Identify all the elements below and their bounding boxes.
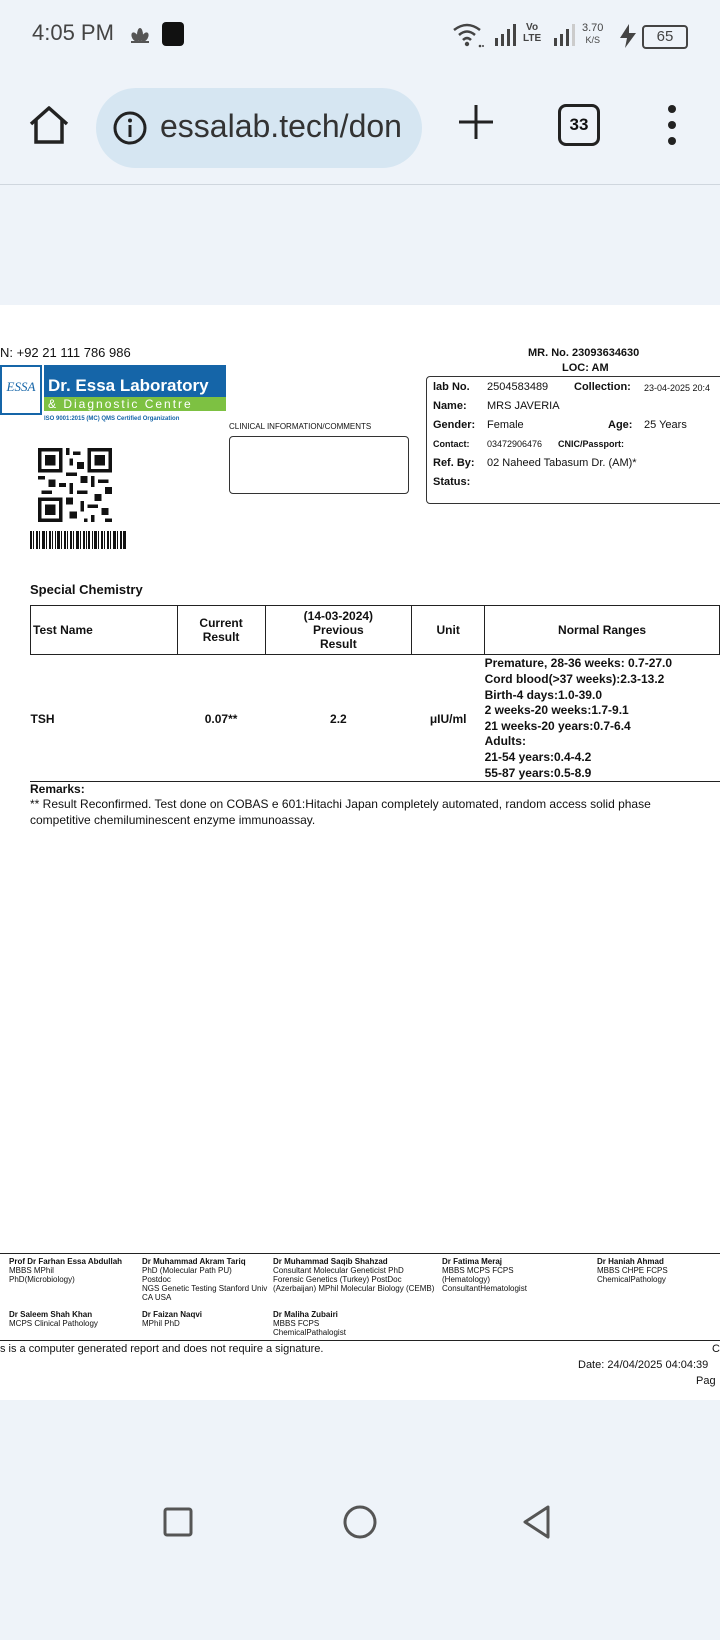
range-line: 21 weeks-20 years:0.7-6.4	[484, 718, 631, 733]
lotus-icon	[128, 22, 152, 46]
doctor-signature-block: Dr Fatima Meraj MBBS MCPS FCPS (Hematology) ConsultantHematologist	[442, 1257, 527, 1293]
patient-contact: 03472906476	[487, 439, 543, 449]
qr-code	[38, 448, 112, 522]
range-line: 2 weeks-20 weeks:1.7-9.1	[484, 703, 629, 718]
footer-rule	[0, 1340, 720, 1341]
logo-badge: ESSA	[0, 365, 42, 415]
results-table	[30, 605, 720, 783]
range-line: Cord blood(>37 weeks):2.3-13.2	[484, 671, 665, 686]
doctor-signature-block: Dr Haniah Ahmad MBBS CHPE FCPS ChemicalPathology	[597, 1257, 668, 1284]
overflow-menu-icon[interactable]	[662, 102, 682, 148]
patient-age: 25 Years	[644, 419, 687, 431]
patient-info-box: lab No. 2504583489 Collection: 23-04-2025 20:4 Name: MRS JAVERIA Gender: Female Age: 25 Years Contact: 03472906476 CNIC/Passport: Ref. By: 02 Naheed Tabasum Dr. (AM)* Status:	[426, 376, 720, 504]
site-info-icon[interactable]	[112, 110, 148, 146]
disclaimer: s is a computer generated report and does not require a signature.	[0, 1343, 324, 1355]
header-current-result: Current Result	[177, 606, 265, 655]
header-previous-result: (14-03-2024) Previous Result	[265, 606, 412, 655]
page-background-band	[0, 185, 720, 305]
header-normal-ranges: Normal Ranges	[485, 606, 720, 655]
back-icon[interactable]	[520, 1504, 554, 1540]
battery-indicator: 65	[642, 25, 688, 49]
referred-by: 02 Naheed Tabasum Dr. (AM)*	[487, 457, 637, 469]
location: LOC: AM	[562, 362, 609, 374]
footer-rule	[0, 1253, 720, 1254]
new-tab-icon[interactable]	[456, 102, 496, 142]
patient-name: MRS JAVERIA	[487, 400, 560, 412]
remarks-text: ** Result Reconfirmed. Test done on COBAS e 601:Hitachi Japan completely automated, random access solid phase	[30, 797, 651, 811]
app-notification-icon	[162, 22, 184, 46]
doctor-signature-block: Dr Muhammad Saqib Shahzad Consultant Molecular Geneticist PhD Forensic Genetics (Turkey) PostDoc (Azerbaijan) MPhil Molecular Biology (CEMB)	[273, 1257, 435, 1293]
doctor-signature-block: Prof Dr Farhan Essa Abdullah MBBS MPhil PhD(Microbiology)	[9, 1257, 123, 1284]
mr-number: MR. No. 23093634630	[528, 347, 640, 359]
net-speed: 3.70 K/S	[582, 22, 604, 45]
collection-date: 23-04-2025 20:4	[644, 383, 711, 393]
doctor-signature-block: Dr Saleem Shah Khan MCPS Clinical Pathology	[9, 1310, 98, 1328]
status-time: 4:05 PM	[32, 20, 114, 45]
barcode	[30, 531, 126, 549]
page-number: Pag	[696, 1375, 716, 1387]
table-header-row	[31, 606, 720, 655]
clinical-info-box	[229, 436, 409, 494]
range-line: 55-87 years:0.5-8.9	[484, 765, 592, 780]
footer-fragment: C	[712, 1343, 720, 1355]
clinical-info-label: CLINICAL INFORMATION/COMMENTS	[229, 422, 372, 431]
address-bar[interactable]	[96, 88, 422, 168]
range-line: Birth-4 days:1.0-39.0	[484, 687, 602, 702]
patient-gender: Female	[487, 419, 524, 431]
unit-cell: μIU/ml	[429, 711, 467, 726]
test-name-cell: TSH	[30, 711, 55, 726]
lab-report-page[interactable]	[0, 305, 720, 1400]
remarks-label: Remarks:	[30, 782, 85, 796]
browser-toolbar	[0, 72, 720, 185]
system-nav-bar	[0, 1400, 720, 1640]
signal-icon-2	[552, 24, 576, 46]
signal-icon-1	[493, 24, 517, 46]
previous-result-cell: 2.2	[330, 711, 347, 726]
logo-subtitle: & Diagnostic Centre	[48, 397, 193, 411]
lab-number: 2504583489	[487, 381, 549, 393]
range-line: Premature, 28-36 weeks: 0.7-27.0	[484, 656, 673, 671]
iso-cert: ISO 9001:2015 (MC) QMS Certified Organization	[44, 416, 180, 422]
recents-icon[interactable]	[162, 1506, 194, 1538]
url-text: essalab.tech/don	[160, 108, 402, 144]
status-bar	[0, 0, 720, 72]
doctor-signature-block: Dr Faizan Naqvi MPhil PhD	[142, 1310, 203, 1328]
table-bottom-rule	[30, 781, 720, 782]
report-date: Date: 24/04/2025 04:04:39	[578, 1359, 709, 1371]
home-icon[interactable]	[26, 102, 72, 148]
tab-switcher-button[interactable]: 33	[558, 104, 600, 146]
volte-indicator: Vo LTE	[523, 22, 542, 44]
header-unit: Unit	[412, 606, 485, 655]
table-row	[31, 655, 720, 783]
range-line: 21-54 years:0.4-4.2	[484, 749, 592, 764]
charging-bolt-icon	[618, 24, 638, 48]
remarks-text: competitive chemiluminescent enzyme immunoassay.	[30, 813, 316, 827]
current-result-cell: 0.07**	[204, 711, 238, 726]
home-nav-icon[interactable]	[342, 1504, 378, 1540]
doctor-signature-block: Dr Muhammad Akram Tariq PhD (Molecular Path PU) Postdoc NGS Genetic Testing Stanford Univ CA USA	[142, 1257, 268, 1302]
logo-title: Dr. Essa Laboratory	[48, 376, 209, 395]
normal-ranges-cell	[485, 655, 720, 783]
section-title: Special Chemistry	[30, 582, 143, 597]
uan-phone: N: +92 21 111 786 986	[0, 345, 131, 360]
range-line: Adults:	[484, 734, 526, 749]
header-test-name: Test Name	[31, 606, 178, 655]
wifi-icon	[452, 22, 484, 48]
doctor-signature-block: Dr Maliha Zubairi MBBS FCPS ChemicalPathalogist	[273, 1310, 346, 1337]
